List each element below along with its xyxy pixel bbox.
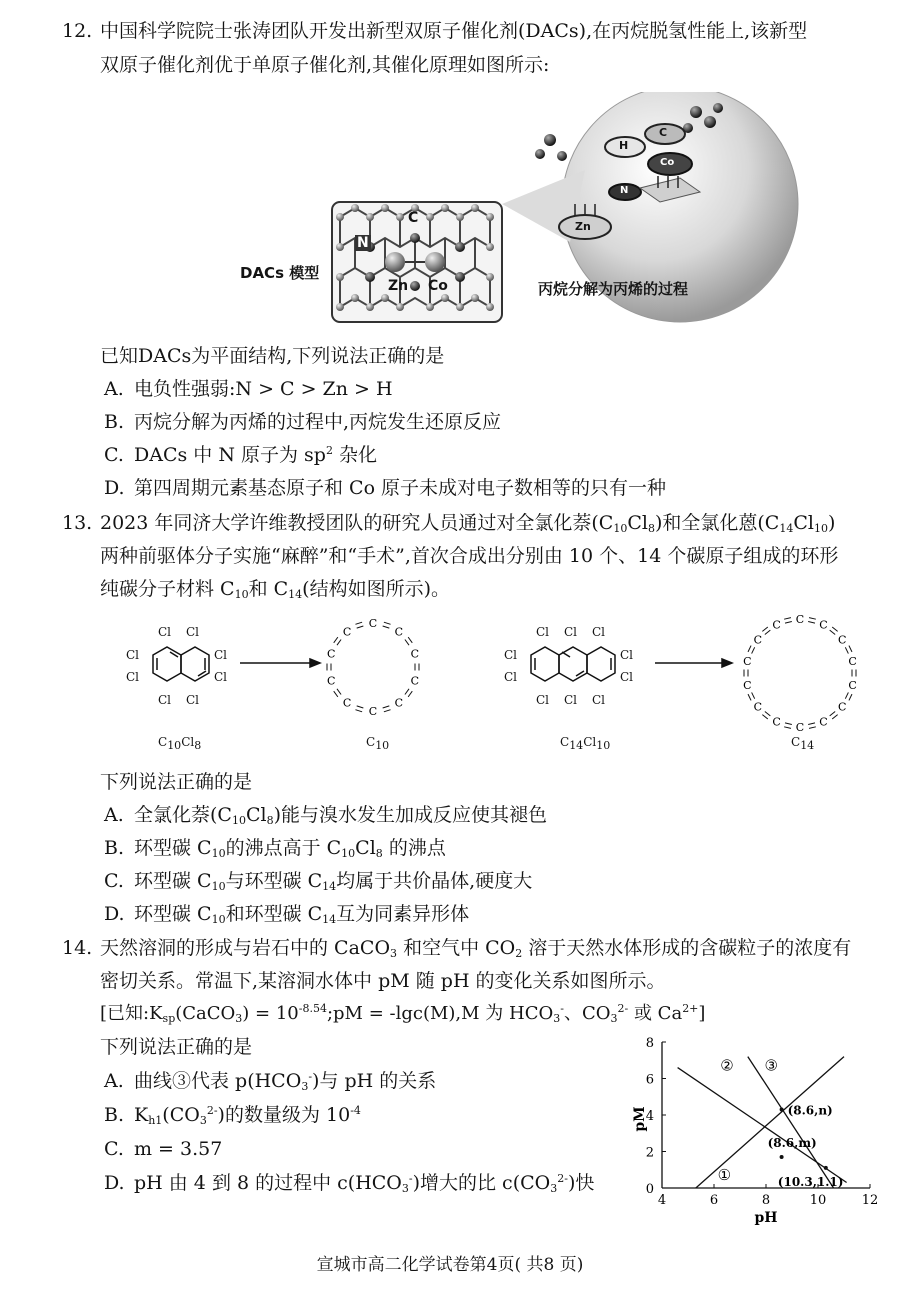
cl-label: Cl bbox=[126, 670, 140, 684]
bond-line bbox=[785, 622, 792, 624]
cl-label: Cl bbox=[564, 693, 578, 707]
q13-option-c: C. 环型碳 $C_{10}$与环型碳 $C_{14}$均属于共价晶体,硬度大 bbox=[104, 870, 533, 893]
bond-line bbox=[405, 689, 409, 695]
bond-line bbox=[762, 715, 767, 719]
cl-label: Cl bbox=[504, 648, 518, 662]
bond-line bbox=[334, 691, 338, 697]
atom-co-label: Co bbox=[428, 278, 448, 294]
page-footer: 宣城市高二化学试卷第4页( 共8 页) bbox=[316, 1255, 584, 1275]
y-tick-label: 8 bbox=[645, 1036, 654, 1051]
dacs-model-label: DACs 模型 bbox=[240, 264, 320, 282]
series-label: ③ bbox=[764, 1056, 778, 1075]
q14-number: 14. bbox=[62, 937, 93, 959]
bond-line bbox=[383, 706, 390, 708]
bond-line bbox=[832, 627, 837, 631]
x-tick-label: 6 bbox=[709, 1193, 719, 1208]
bond-line bbox=[408, 691, 412, 697]
carbon-atom-label: C bbox=[326, 647, 336, 661]
q14-option-d: D. pH 由 4 到 8 的过程中 $c(HCO_3^-)$增大的比 $c(CO_3^{2-})$快 bbox=[104, 1172, 595, 1195]
annotation-point bbox=[780, 1108, 784, 1112]
q13-stem-line3: 纯碳分子材料 $C_{10}$和 $C_{14}$(结构如图所示)。 bbox=[100, 578, 450, 601]
annotation-label: (8.6,n) bbox=[787, 1103, 833, 1118]
cl-label: Cl bbox=[536, 625, 550, 639]
cl-label: Cl bbox=[536, 693, 550, 707]
y-axis-label: pM bbox=[632, 1106, 648, 1132]
cl-label: Cl bbox=[214, 648, 228, 662]
bond-line bbox=[849, 646, 852, 652]
cl-label: Cl bbox=[158, 693, 172, 707]
bond-line bbox=[337, 689, 341, 695]
carbon-atom-label: C bbox=[772, 715, 781, 729]
y-tick-label: 6 bbox=[645, 1072, 654, 1088]
q13-number: 13. bbox=[62, 512, 93, 534]
annotation-label: (10.3,1.1) bbox=[777, 1174, 844, 1189]
bond-line bbox=[830, 711, 835, 715]
x-tick-label: 12 bbox=[861, 1193, 879, 1208]
bond-line bbox=[765, 630, 770, 634]
cl-label: Cl bbox=[186, 625, 200, 639]
bond-line bbox=[830, 630, 835, 634]
q13-stem-line1: 13. 2023 年同济大学许维教授团队的研究人员通过对全氯化萘$(C_{10}Cl_8)$和全氯化蒽$(C_{14}Cl_{10})$ bbox=[62, 512, 836, 535]
bond-line bbox=[408, 637, 412, 643]
bond-line bbox=[748, 694, 751, 700]
annotation-point bbox=[824, 1166, 828, 1170]
caption-c14cl10: $C_{14}Cl_{10}$ bbox=[560, 735, 611, 752]
bond-line bbox=[748, 646, 751, 652]
carbon-atom-label: C bbox=[394, 625, 404, 639]
atom-c-label: C bbox=[408, 210, 419, 226]
bond-line bbox=[809, 618, 816, 620]
q13-stem-line2: 两种前驱体分子实施“麻醉”和“手术”,首次合成出分别由 10 个、14 个碳原子组成的环形 bbox=[100, 545, 839, 567]
q12-option-a: A. 电负性强弱:N > C > Zn > H bbox=[104, 378, 393, 400]
x-axis-label: pH bbox=[754, 1210, 778, 1226]
cl-label: Cl bbox=[158, 625, 172, 639]
bond-line bbox=[357, 706, 364, 708]
bond-line bbox=[752, 692, 755, 698]
c10-ring bbox=[327, 617, 419, 718]
disk-zn-label: Zn bbox=[575, 220, 591, 233]
cl-label: Cl bbox=[620, 670, 634, 684]
chart-svg bbox=[620, 1030, 890, 1235]
q12-stem-line2: 双原子催化剂优于单原子催化剂,其催化原理如图所示: bbox=[100, 54, 550, 76]
q13-figure bbox=[110, 615, 880, 760]
caption-c10: $C_{10}$ bbox=[366, 735, 390, 752]
carbon-atom-label: C bbox=[410, 674, 420, 688]
q12-stem-line1: 12. 中国科学院院士张涛团队开发出新型双原子催化剂(DACs),在丙烷脱氢性能上,该新型 bbox=[62, 20, 808, 42]
q12-option-b: B. 丙烷分解为丙烯的过程中,丙烷发生还原反应 bbox=[104, 411, 502, 433]
carbon-atom-label: C bbox=[410, 647, 420, 661]
disk-h-label: H bbox=[619, 139, 629, 152]
y-tick-label: 2 bbox=[645, 1145, 654, 1161]
x-tick-label: 8 bbox=[761, 1193, 771, 1208]
propane-process-label: 丙烷分解为丙烯的过程 bbox=[538, 280, 689, 298]
bond-line bbox=[809, 727, 816, 729]
bond-line bbox=[337, 639, 341, 645]
q13-option-a: A. 全氯化萘$(C_{10}Cl_8)$能与溴水发生加成反应使其褪色 bbox=[104, 804, 547, 827]
atom-n-label: N bbox=[357, 235, 369, 251]
q14-prompt: 下列说法正确的是 bbox=[100, 1036, 253, 1058]
q13-prompt: 下列说法正确的是 bbox=[100, 771, 253, 793]
carbon-atom-label: C bbox=[848, 679, 857, 693]
bond-line bbox=[357, 626, 364, 628]
bond-line bbox=[832, 715, 837, 719]
bond-line bbox=[849, 694, 852, 700]
bond-line bbox=[808, 723, 815, 725]
q13-option-d: D. 环型碳 $C_{10}$和环型碳 $C_{14}$互为同素异形体 bbox=[104, 903, 470, 926]
bond-line bbox=[384, 622, 391, 624]
carbon-atom-label: C bbox=[753, 633, 762, 647]
cl-label: Cl bbox=[126, 648, 140, 662]
q12-figure bbox=[240, 92, 880, 324]
carbon-atom-label: C bbox=[368, 705, 378, 718]
q14-option-c: C. m = 3.57 bbox=[104, 1138, 223, 1160]
q13-option-b: B. 环型碳 $C_{10}$的沸点高于 $C_{10}Cl_8$ 的沸点 bbox=[104, 837, 446, 860]
series-line bbox=[748, 1057, 834, 1188]
c14-ring bbox=[743, 615, 857, 734]
carbon-atom-label: C bbox=[838, 700, 847, 714]
carbon-atom-label: C bbox=[368, 617, 378, 630]
bond-line bbox=[355, 710, 362, 712]
cl-label: Cl bbox=[214, 670, 228, 684]
q12-prompt: 已知DACs为平面结构,下列说法正确的是 bbox=[100, 345, 445, 367]
bond-line bbox=[784, 727, 791, 729]
bond-line bbox=[384, 710, 391, 712]
series-label: ① bbox=[717, 1166, 732, 1185]
bond-line bbox=[405, 639, 409, 645]
y-tick-label: 0 bbox=[645, 1182, 654, 1197]
carbon-atom-label: C bbox=[795, 615, 805, 626]
carbon-atom-label: C bbox=[838, 633, 847, 647]
carbon-atom-label: C bbox=[326, 674, 336, 688]
bond-line bbox=[808, 622, 815, 624]
disk-co-label: Co bbox=[660, 157, 675, 168]
cl-label: Cl bbox=[504, 670, 518, 684]
carbon-atom-label: C bbox=[743, 679, 752, 693]
bond-line bbox=[355, 622, 362, 624]
disk-n-label: N bbox=[620, 185, 629, 196]
bond-line bbox=[765, 711, 770, 715]
bond-line bbox=[383, 626, 390, 628]
y-tick-label: 4 bbox=[645, 1109, 654, 1124]
x-tick-label: 10 bbox=[809, 1193, 827, 1208]
bond-line bbox=[334, 637, 338, 643]
series-line bbox=[678, 1068, 847, 1183]
bond-line bbox=[752, 647, 755, 653]
x-tick-label: 4 bbox=[657, 1193, 667, 1208]
caption-c10cl8: $C_{10}Cl_8$ bbox=[158, 735, 202, 752]
q12-option-d: D. 第四周期元素基态原子和 Co 原子未成对电子数相等的只有一种 bbox=[104, 477, 667, 499]
bond-line bbox=[784, 618, 791, 620]
carbon-atom-label: C bbox=[819, 618, 828, 632]
zn-atom bbox=[385, 252, 405, 272]
carbon-atom-label: C bbox=[342, 625, 352, 639]
cl-label: Cl bbox=[186, 693, 200, 707]
q14-option-b: B. $K_{h1}(CO_3^{2-})$的数量级为 $10^{-4}$ bbox=[104, 1104, 361, 1127]
cl-label: Cl bbox=[620, 648, 634, 662]
carbon-atom-label: C bbox=[394, 696, 404, 710]
caption-c14: $C_{14}$ bbox=[791, 735, 815, 752]
carbon-atom-label: C bbox=[848, 654, 857, 668]
cl-label: Cl bbox=[564, 625, 578, 639]
annotation-point bbox=[780, 1155, 784, 1159]
q12-option-c: C. DACs 中 N 原子为 $sp^2$ 杂化 bbox=[104, 444, 377, 466]
q14-given: [已知$:K_{sp}(CaCO_3)$ = $10^{-8.54};pM = -\lg c(M),M$ 为 $HCO_3^-$、$CO_3^{2-}$ 或 $Ca^{2+}$] bbox=[100, 1002, 706, 1025]
disk-c-label: C bbox=[659, 126, 668, 139]
annotation-label: (8.6,m) bbox=[767, 1135, 817, 1150]
bond-line bbox=[845, 647, 848, 653]
carbon-atom-label: C bbox=[819, 715, 828, 729]
carbon-atom-label: C bbox=[772, 618, 781, 632]
q14-stem-line1: 14. 天然溶洞的形成与岩石中的 CaCO$_3$ 和空气中 $CO_2$ 溶于天然水体形成的含碳粒子的浓度有 bbox=[62, 937, 852, 960]
bond-line bbox=[785, 723, 792, 725]
bond-line bbox=[845, 692, 848, 698]
carbon-atom-label: C bbox=[342, 696, 352, 710]
carbon-atom-label: C bbox=[743, 654, 752, 668]
carbon-atom-label: C bbox=[795, 721, 805, 734]
atom-zn-label: Zn bbox=[388, 278, 409, 294]
bond-line bbox=[762, 627, 767, 631]
pm-ph-chart bbox=[620, 1030, 890, 1235]
cl-label: Cl bbox=[592, 625, 606, 639]
q14-option-a: A. 曲线③代表 $p(HCO_3^-)$与 pH 的关系 bbox=[104, 1070, 437, 1093]
carbon-atom-label: C bbox=[753, 700, 762, 714]
series-label: ② bbox=[720, 1056, 734, 1075]
q12-number: 12. bbox=[62, 20, 93, 42]
co-atom bbox=[425, 252, 445, 272]
cl-label: Cl bbox=[592, 693, 606, 707]
carbon-structures bbox=[110, 615, 880, 760]
q14-stem-line2: 密切关系。常温下,某溶洞水体中 pM 随 pH 的变化关系如图所示。 bbox=[100, 970, 666, 992]
